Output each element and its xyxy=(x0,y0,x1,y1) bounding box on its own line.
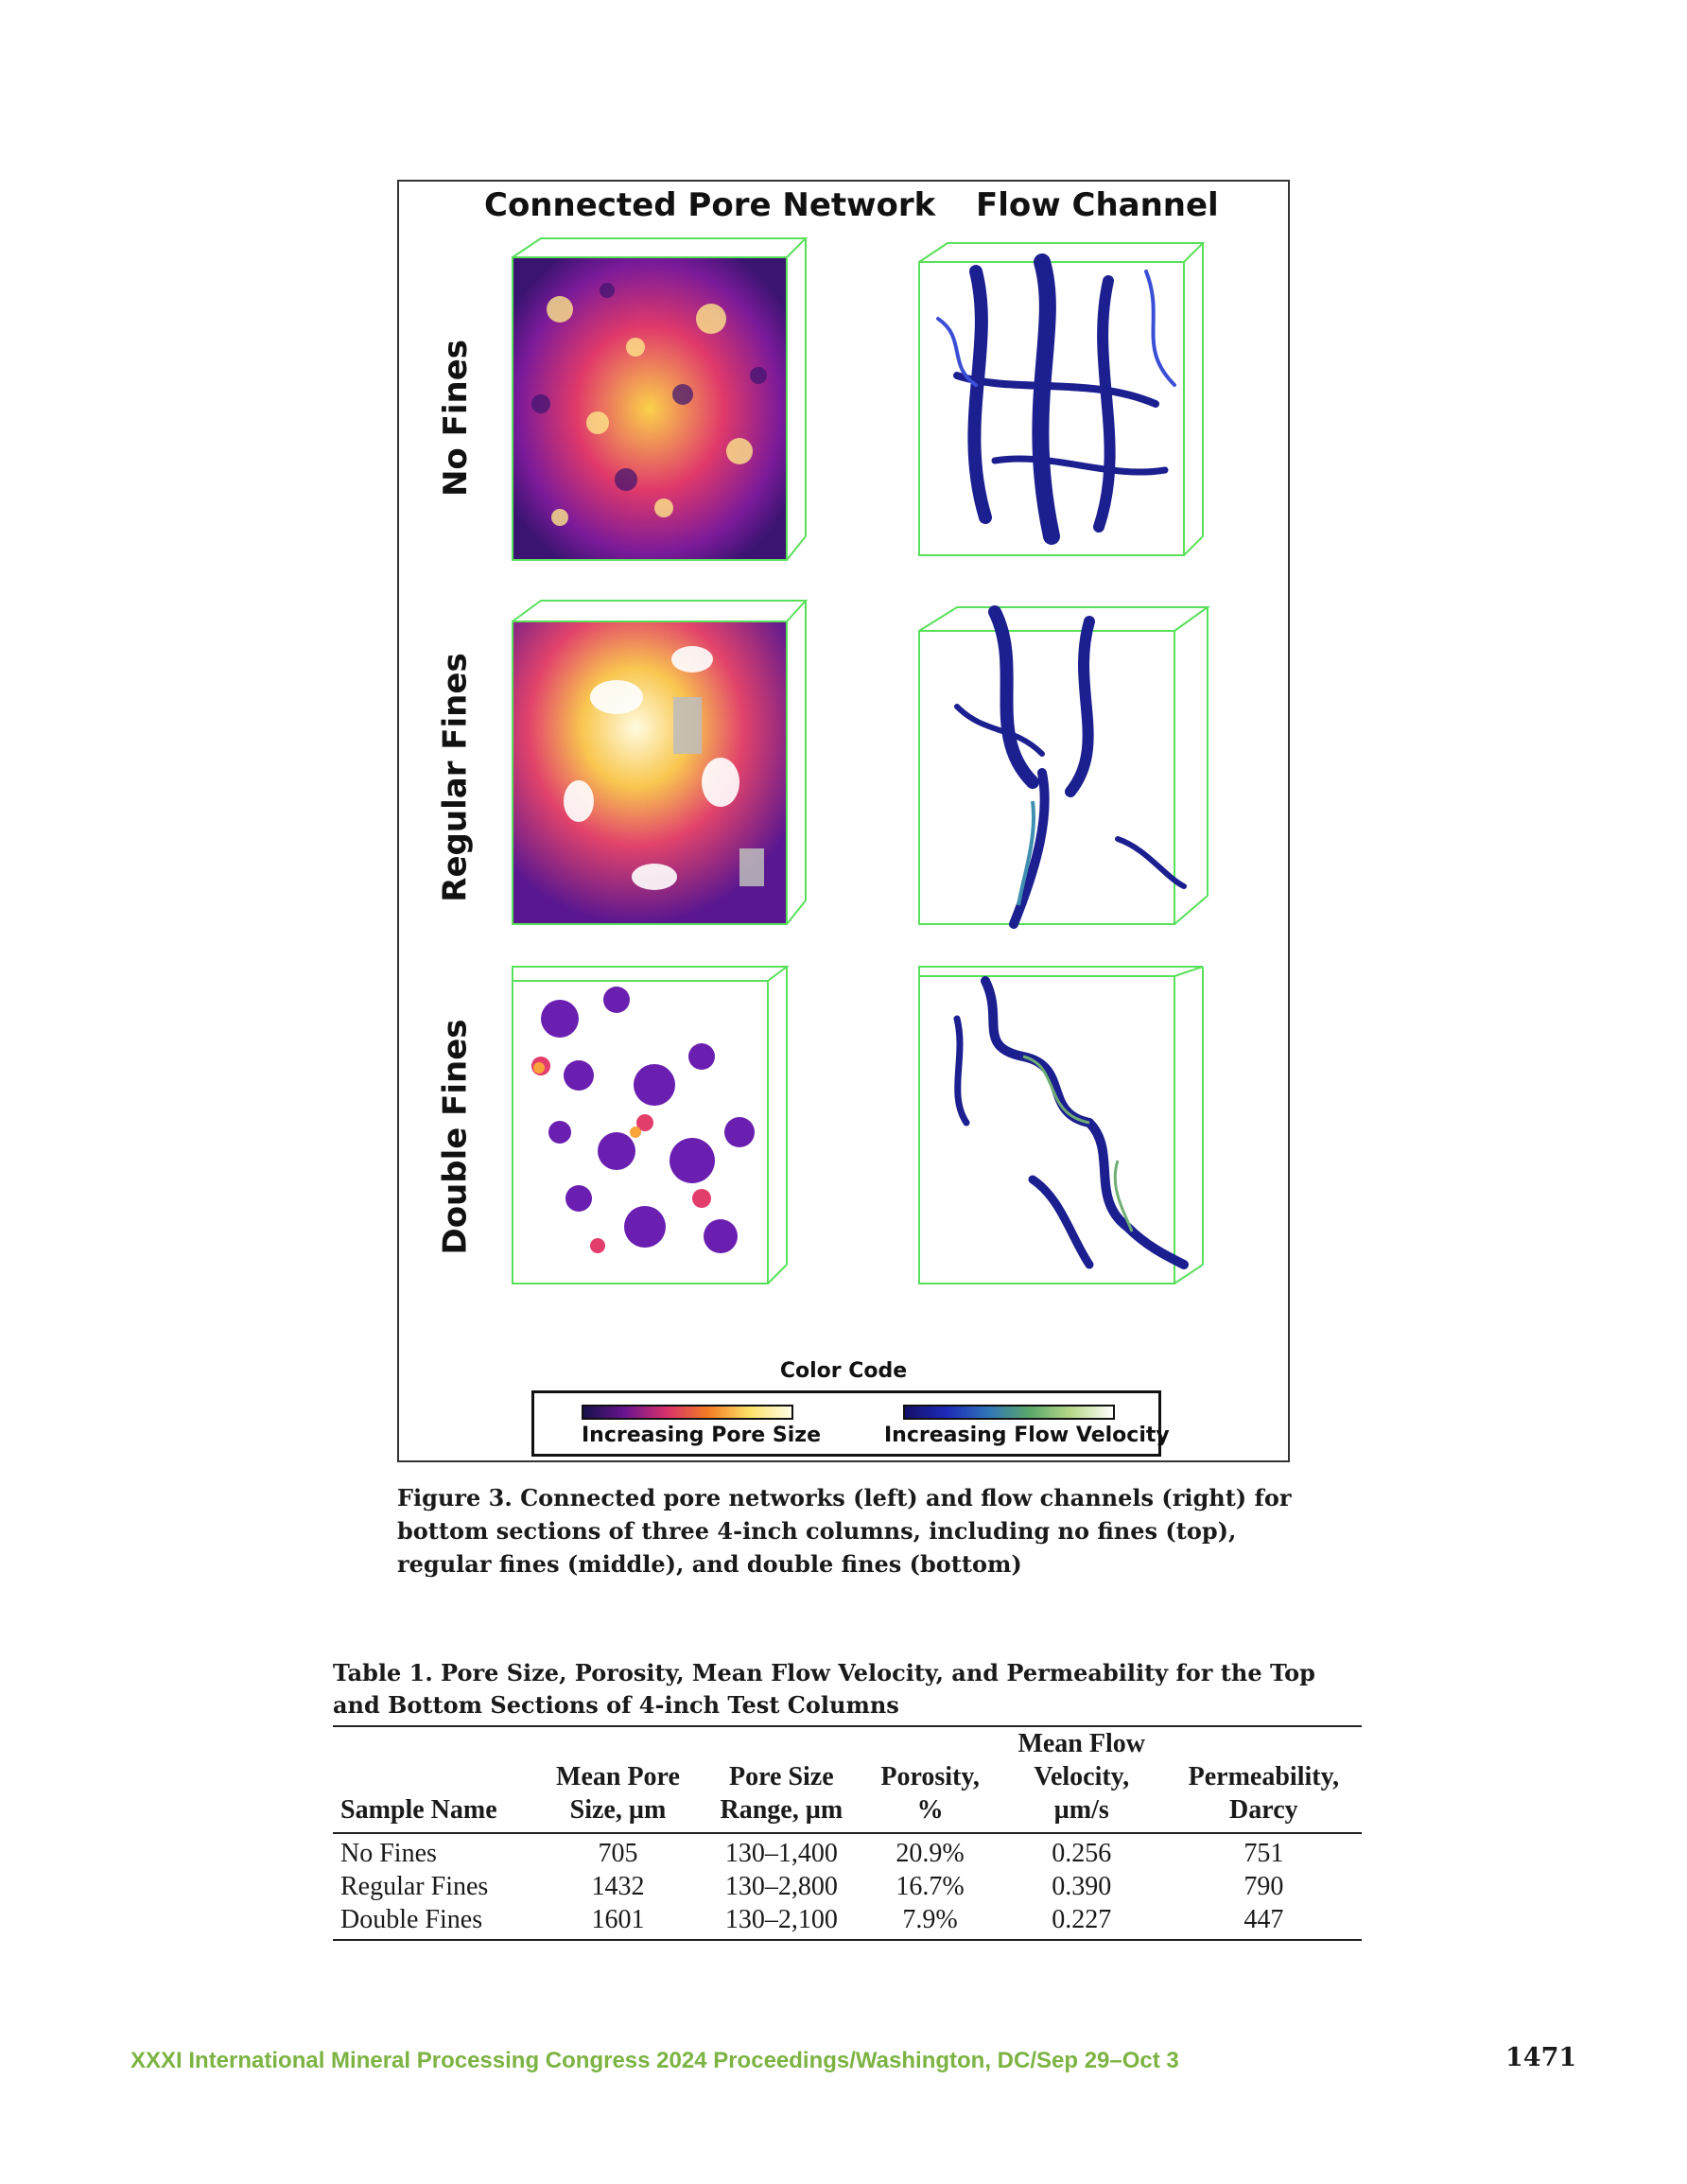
cell-pore-size-range: 130–2,800 xyxy=(724,1872,838,1901)
table-row xyxy=(333,1833,1362,1870)
flow-velocity-legend-label: Increasing Flow Velocity xyxy=(884,1424,1170,1447)
row-label-double-fines: Double Fines xyxy=(437,1019,475,1255)
flow-channel-double-fines-image xyxy=(900,962,1212,1302)
cell-porosity: 7.9% xyxy=(902,1905,958,1934)
cell-mean-flow-velocity: 0.390 xyxy=(1052,1872,1112,1901)
data-table xyxy=(333,1725,1362,1941)
header-sample-name xyxy=(333,1726,536,1833)
header-line: µm/s xyxy=(1053,1795,1109,1825)
table-header-row xyxy=(333,1726,1362,1833)
cell-pore-size-range: 130–1,400 xyxy=(724,1839,838,1868)
column-header-pore-network: Connected Pore Network xyxy=(484,186,936,224)
header-pore-size-range xyxy=(700,1726,862,1833)
color-code-title: Color Code xyxy=(779,1359,908,1383)
table-body xyxy=(333,1833,1362,1940)
color-legend xyxy=(531,1390,1170,1457)
header-mean-flow-velocity xyxy=(998,1726,1166,1833)
header-line: Range, µm xyxy=(720,1795,844,1825)
column-header-flow-channel: Flow Channel xyxy=(976,186,1219,224)
pore-size-colorbar xyxy=(582,1405,793,1420)
cell-mean-pore-size: 1432 xyxy=(591,1872,645,1901)
header-mean-pore-size xyxy=(536,1726,701,1833)
proceedings-footer: XXXI International Mineral Processing Congress 2024 Proceedings/Washington, DC/Sep 29–Oct 3 xyxy=(130,2048,1179,2073)
figure-3 xyxy=(397,180,1290,1462)
table-header xyxy=(333,1726,1362,1833)
cell-permeability: 447 xyxy=(1244,1905,1284,1934)
table-title: Table 1. Pore Size, Porosity, Mean Flow Velocity, and Permeability for the Top and Bottom Sections of 4-inch Test Columns xyxy=(333,1659,1315,1719)
flow-channel-regular-fines-image xyxy=(900,593,1212,943)
header-line: Permeability, xyxy=(1188,1762,1340,1791)
header-line: Velocity, xyxy=(1034,1762,1130,1791)
header-line: Mean Pore xyxy=(556,1762,680,1791)
cell-mean-pore-size: 705 xyxy=(598,1839,638,1868)
header-line: Porosity, xyxy=(880,1762,980,1791)
pore-network-regular-fines-image xyxy=(503,593,815,943)
cell-pore-size-range: 130–2,100 xyxy=(724,1905,838,1934)
cell-mean-pore-size: 1601 xyxy=(591,1905,645,1934)
header-permeability xyxy=(1166,1726,1362,1833)
pore-size-legend-label: Increasing Pore Size xyxy=(582,1424,821,1447)
row-label-no-fines: No Fines xyxy=(437,339,476,498)
header-line: Sample Name xyxy=(340,1795,497,1825)
header-line: Darcy xyxy=(1229,1795,1298,1825)
cell-mean-flow-velocity: 0.227 xyxy=(1052,1905,1112,1934)
page-number: 1471 xyxy=(1505,2043,1577,2072)
flow-channel-no-fines-image xyxy=(900,234,1212,574)
figure-caption: Figure 3. Connected pore networks (left) and flow channels (right) for bottom sections of three 4-inch columns, including no fines (top), regular fines (middle), and double fines (bottom) xyxy=(397,1484,1292,1578)
cell-permeability: 751 xyxy=(1244,1839,1284,1868)
cell-sample-name: Regular Fines xyxy=(340,1872,489,1901)
header-porosity xyxy=(862,1726,997,1833)
flow-velocity-colorbar xyxy=(903,1405,1115,1420)
table-row xyxy=(333,1903,1362,1940)
pore-network-double-fines-image xyxy=(503,962,815,1302)
header-line: Pore Size xyxy=(728,1762,834,1791)
cell-sample-name: No Fines xyxy=(340,1839,437,1868)
table-row xyxy=(333,1870,1362,1903)
cell-mean-flow-velocity: 0.256 xyxy=(1052,1839,1112,1868)
cell-porosity: 16.7% xyxy=(896,1872,965,1901)
pore-network-no-fines-image xyxy=(503,234,815,574)
cell-permeability: 790 xyxy=(1244,1872,1284,1901)
cell-sample-name: Double Fines xyxy=(340,1905,483,1934)
header-line: Mean Flow xyxy=(1017,1729,1145,1758)
row-label-regular-fines: Regular Fines xyxy=(437,653,475,902)
cell-porosity: 20.9% xyxy=(896,1839,965,1868)
header-line: % xyxy=(916,1795,944,1825)
header-line: Size, µm xyxy=(569,1795,667,1825)
